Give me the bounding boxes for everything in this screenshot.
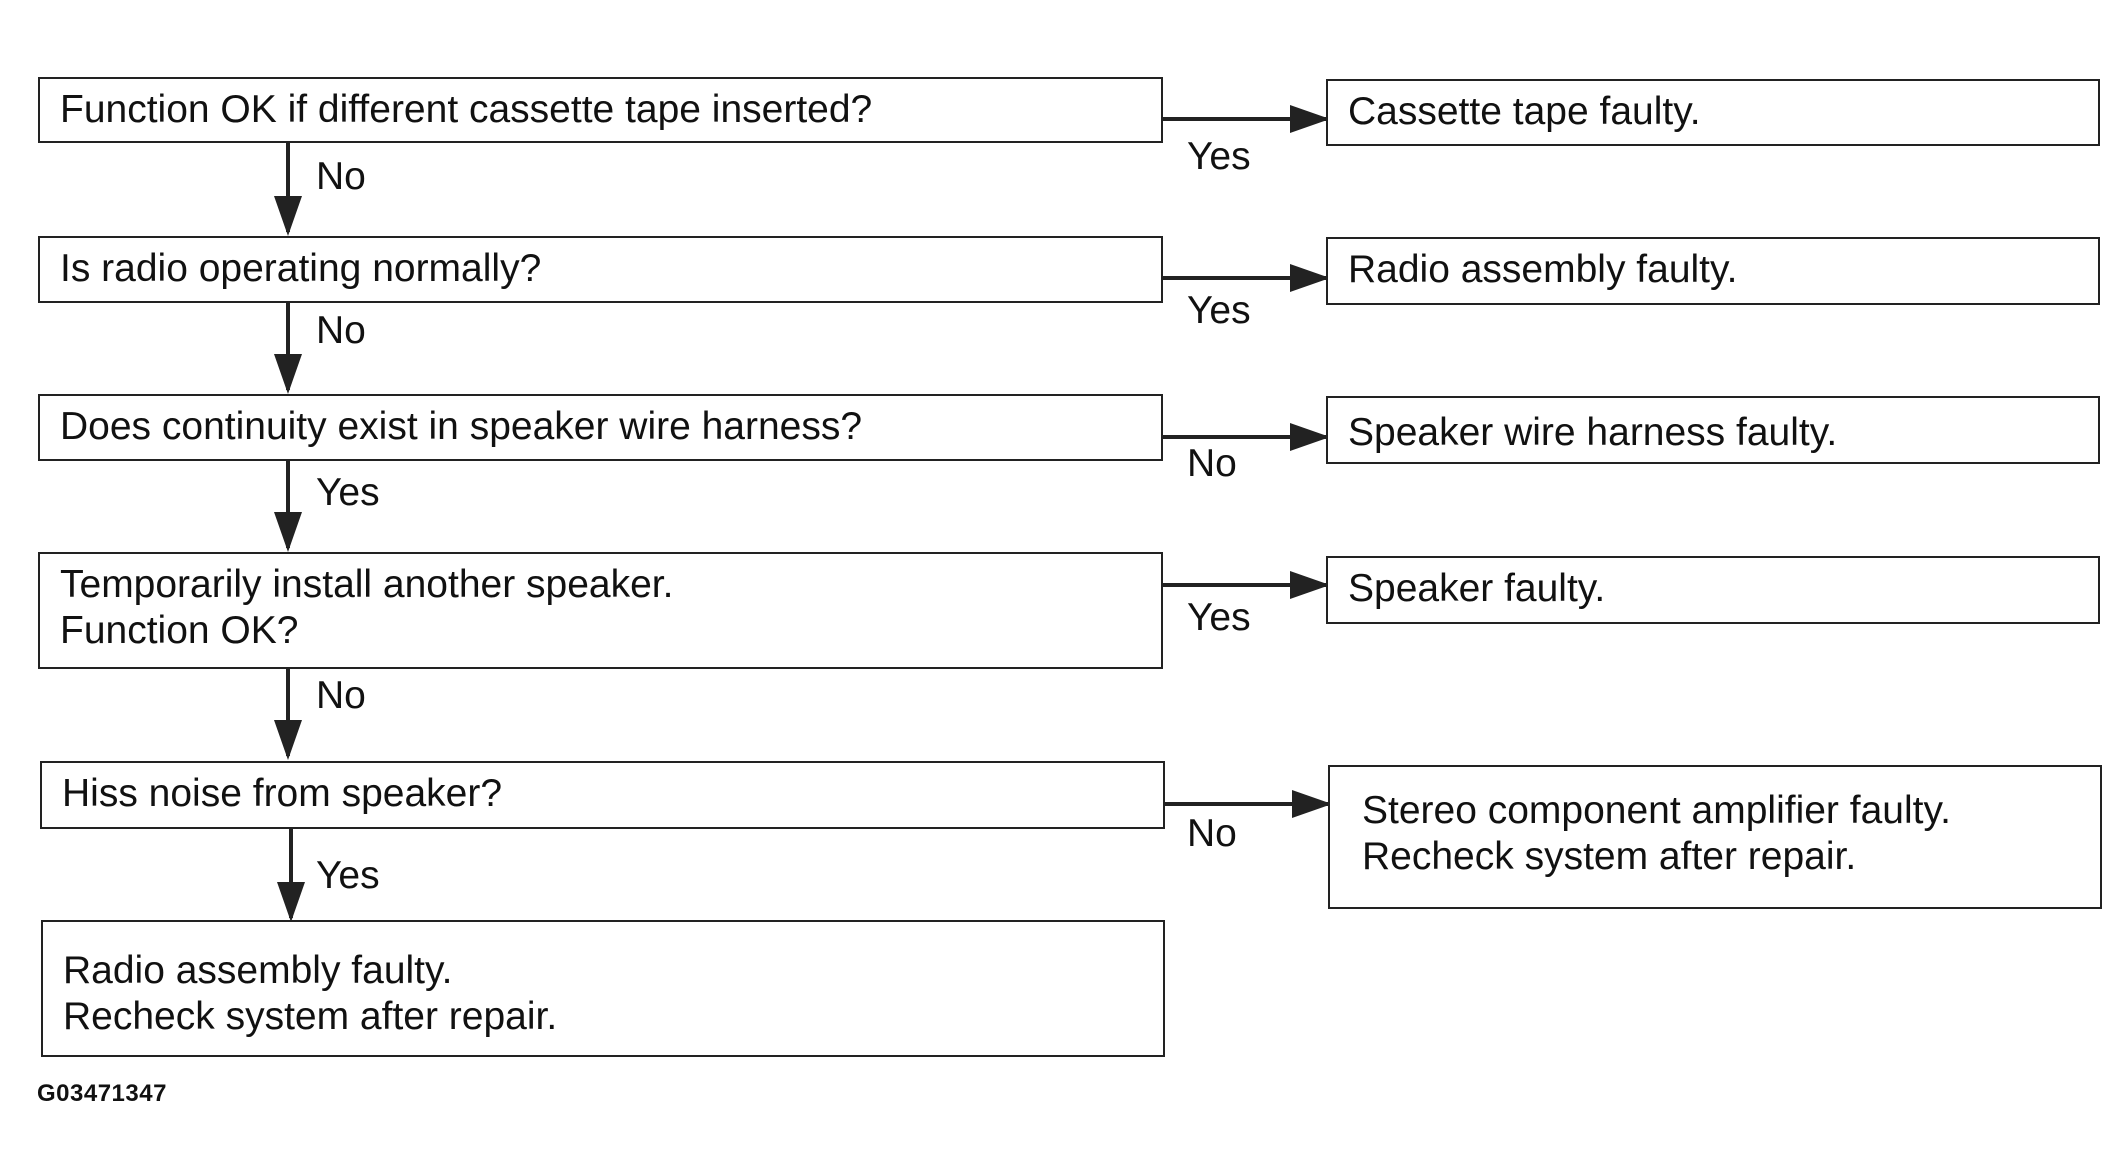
down-label-2: No	[316, 309, 366, 352]
side-label-2: Yes	[1187, 289, 1251, 332]
side-label-3: No	[1187, 442, 1237, 485]
outcome-text: Stereo component amplifier faulty.	[1362, 789, 1951, 832]
down-label-4: No	[316, 674, 366, 717]
down-label-5: Yes	[316, 854, 380, 897]
question-box-2	[38, 236, 1163, 303]
side-label-5: No	[1187, 812, 1237, 855]
down-label-1: No	[316, 155, 366, 198]
outcome-box-2	[1326, 237, 2100, 305]
question-text: Function OK if different cassette tape inserted?	[60, 88, 873, 131]
outcome-text: Cassette tape faulty.	[1348, 90, 1701, 133]
question-box-3	[38, 394, 1163, 461]
question-box-4	[38, 552, 1163, 669]
question-text: Does continuity exist in speaker wire harness?	[60, 405, 863, 448]
final-box	[41, 920, 1165, 1057]
outcome-box-1	[1326, 79, 2100, 146]
question-box-1	[38, 77, 1163, 143]
down-label-3: Yes	[316, 471, 380, 514]
outcome-text: Radio assembly faulty.	[1348, 248, 1738, 291]
question-text: Is radio operating normally?	[60, 247, 542, 290]
figure-code: G03471347	[37, 1080, 167, 1107]
final-text: Recheck system after repair.	[63, 995, 558, 1038]
question-text: Function OK?	[60, 609, 299, 652]
side-label-4: Yes	[1187, 596, 1251, 639]
question-box-5	[40, 761, 1165, 829]
outcome-box-5	[1328, 765, 2102, 909]
outcome-text: Recheck system after repair.	[1362, 835, 1857, 878]
question-text: Hiss noise from speaker?	[62, 772, 503, 815]
question-text: Temporarily install another speaker.	[60, 563, 674, 606]
outcome-box-3	[1326, 396, 2100, 464]
outcome-text: Speaker faulty.	[1348, 567, 1606, 610]
outcome-text: Speaker wire harness faulty.	[1348, 411, 1838, 454]
side-label-1: Yes	[1187, 135, 1251, 178]
outcome-box-4	[1326, 556, 2100, 624]
final-text: Radio assembly faulty.	[63, 949, 453, 992]
